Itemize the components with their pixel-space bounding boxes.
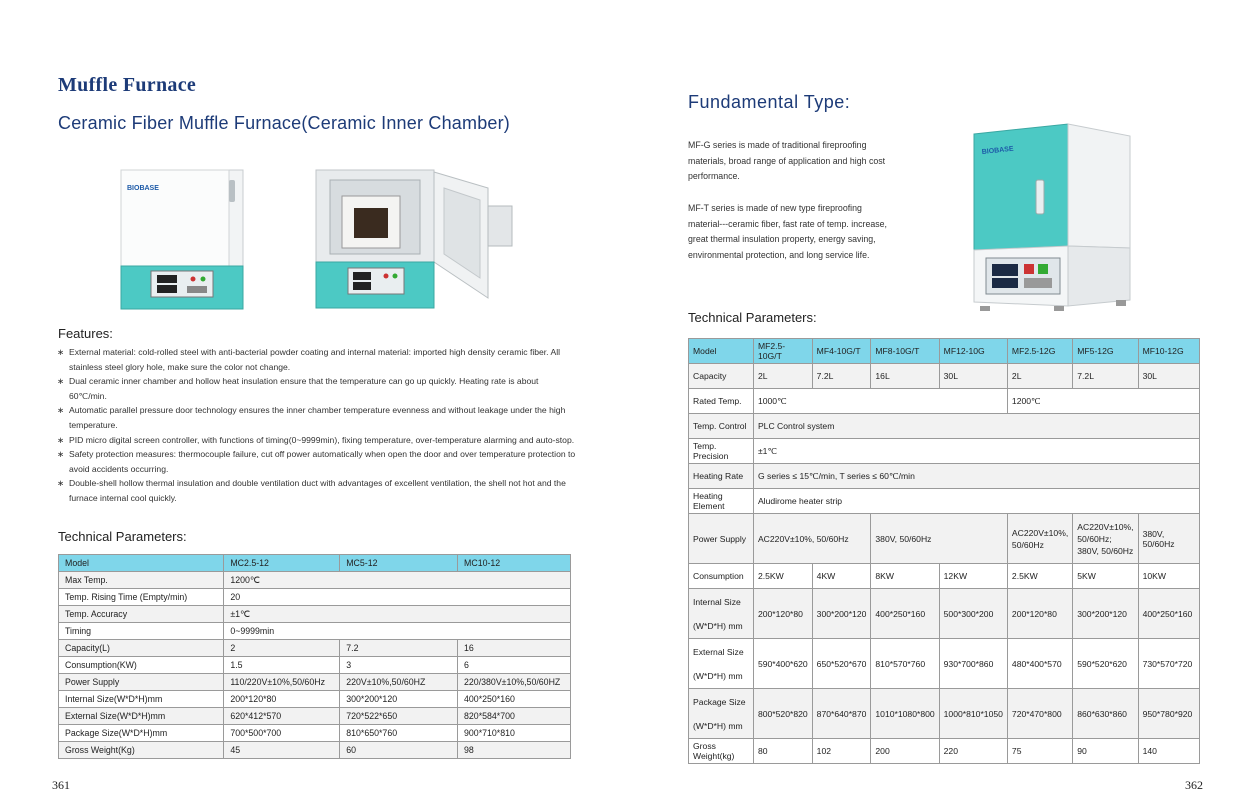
table-row: Max Temp. 1200℃ [59,572,571,589]
features-heading: Features: [58,326,113,341]
fundamental-type-title: Fundamental Type: [688,92,851,112]
table-row: Power Supply AC220V±10%, 50/60Hz 380V, 50/60Hz AC220V±10%, 50/60Hz AC220V±10%, 50/60Hz; 380V, 50/60Hz 380V, 50/60Hz [689,514,1200,564]
mf-t-description: MF-T series is made of new type fireproofing material---ceramic fiber, fast rate of temp. increase, great thermal insulation property, energy saving, environmental protection, and long service life. [688,203,887,260]
mf-params-table [688,338,1200,764]
table-row: Gross Weight(kg) 80 102 200 220 75 90 140 [689,739,1200,764]
table-header-row: Model MC2.5-12 MC5-12 MC10-12 [59,555,571,572]
feature-item: ∗ Safety protection measures: thermocouple failure, cut off power automatically when open the door and over temperature protection to avoid accidents occurring. [57,449,576,474]
bullet-icon: ∗ [57,376,65,387]
table-row: Package Size (W*D*H) mm 800*520*820 870*640*870 1010*1080*800 1000*810*1050 720*470*800 860*630*860 950*780*920 [689,689,1200,739]
bullet-icon: ∗ [57,434,65,445]
table-row: Internal Size (W*D*H) mm 200*120*80 300*200*120 400*250*160 500*300*200 200*120*80 300*200*120 400*250*160 [689,589,1200,639]
feature-item: ∗ Dual ceramic inner chamber and hollow heat insulation ensure that the temperature can go up quickly. Heating rate is about 60℃/min. [57,376,539,401]
feature-item: ∗ Double-shell hollow thermal insulation and double ventilation duct with advantages of excellent ventilation, the shell not hot and the furnace internal cool quickly. [57,478,566,503]
table-row: Capacity 2L 7.2L 16L 30L 2L 7.2L 30L [689,364,1200,389]
mf-g-description: MF-G series is made of traditional fireproofing materials, broad range of application and high cost performance. [688,140,886,182]
table-row: Internal Size(W*D*H)mm 200*120*80 300*200*120 400*250*160 [59,691,571,708]
bullet-icon: ∗ [57,347,65,357]
table-row: Temp. Precision ±1℃ [689,439,1200,464]
table-row: Consumption(KW) 1.5 3 6 [59,657,571,674]
section-title: Muffle Furnace [58,74,197,96]
table-row: External Size(W*D*H)mm 620*412*570 720*522*650 820*584*700 [59,708,571,725]
table-row: Timing 0~9999min [59,623,571,640]
mc-params-table [58,554,571,759]
table-row: Heating Element Aludirome heater strip [689,489,1200,514]
table-row: Package Size(W*D*H)mm 700*500*700 810*650*760 900*710*810 [59,725,571,742]
table-row: Temp. Control PLC Control system [689,414,1200,439]
page-number-left: 361 [52,778,70,792]
feature-item: ∗ PID micro digital screen controller, with functions of timing(0~9999min), fixing temperature, over-temperature alarming and auto-stop. [57,433,577,448]
bullet-icon: ∗ [57,405,65,416]
table-row: Capacity(L) 2 7.2 16 [59,640,571,657]
tech-params-heading-right: Technical Parameters: [688,310,817,325]
bullet-icon: ∗ [57,478,65,489]
table-row: External Size (W*D*H) mm 590*400*620 650*520*670 810*570*760 930*700*860 480*400*570 590*520*620 730*570*720 [689,639,1200,689]
table-row: Consumption 2.5KW 4KW 8KW 12KW 2.5KW 5KW 10KW [689,564,1200,589]
furnace-closed-image [113,166,253,311]
brand-logo: BIOBASE [981,145,1014,156]
feature-item: ∗ Automatic parallel pressure door technology ensures the inner chamber temperature evenness and without leakage under the high temperature. [57,405,566,430]
table-row: Gross Weight(Kg) 45 60 98 [59,742,571,759]
tech-params-heading: Technical Parameters: [58,529,187,544]
table-row: Rated Temp. 1000℃ 1200℃ [689,389,1200,414]
furnace-mf-image [970,122,1135,312]
features-list [57,345,577,506]
furnace-open-image [312,166,522,311]
feature-item: ∗ External material: cold-rolled steel with anti-bacterial powder coating and internal material: imported high density ceramic fiber. All stainless steel glory hole, make sure the color not change. [57,347,561,372]
table-row: Temp. Rising Time (Empty/min) 20 [59,589,571,606]
page-number-right: 362 [1185,778,1203,792]
table-row: Temp. Accuracy ±1℃ [59,606,571,623]
table-header-row: Model MF2.5-10G/T MF4-10G/T MF8-10G/T MF12-10G MF2.5-12G MF5-12G MF10-12G [689,339,1200,364]
table-row: Heating Rate G series ≤ 15℃/min, T series ≤ 60℃/min [689,464,1200,489]
table-row: Power Supply 110/220V±10%,50/60Hz 220V±10%,50/60HZ 220/380V±10%,50/60HZ [59,674,571,691]
brand-logo: BIOBASE [127,185,159,192]
bullet-icon: ∗ [57,449,65,460]
product-subtitle: Ceramic Fiber Muffle Furnace(Ceramic Inner Chamber) [58,113,510,133]
